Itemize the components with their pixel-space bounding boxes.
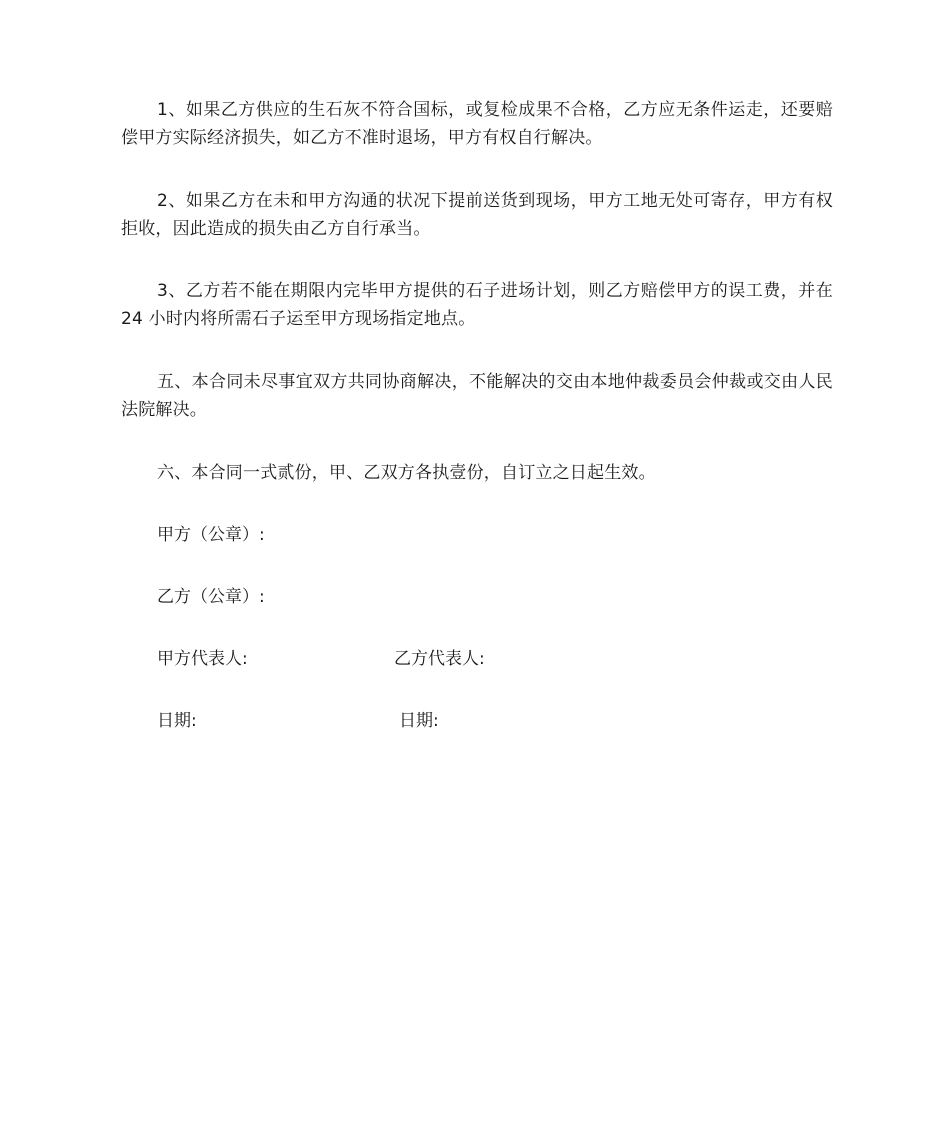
- party-b-date-label: 日期:: [399, 711, 439, 731]
- clause-1-paragraph: 1、如果乙方供应的生石灰不符合国标，或复检成果不合格，乙方应无条件运走，还要赔偿甲方实际经济损失，如乙方不准时退场，甲方有权自行解决。: [121, 100, 833, 148]
- clause-3-paragraph: 3、乙方若不能在期限内完毕甲方提供的石子进场计划，则乙方赔偿甲方的误工费，并在 24 小时内将所需石子运至甲方现场指定地点。: [121, 281, 833, 329]
- party-a-representative-label: 甲方代表人:: [157, 649, 248, 669]
- party-a-date-label: 日期:: [157, 711, 197, 731]
- party-b-seal-label: 乙方（公章）:: [157, 587, 265, 607]
- article-5-paragraph: 五、本合同未尽事宜双方共同协商解决，不能解决的交由本地仲裁委员会仲裁或交由人民法院解决。: [121, 372, 833, 420]
- clause-2-paragraph: 2、如果乙方在未和甲方沟通的状况下提前送货到现场，甲方工地无处可寄存，甲方有权拒收，因此造成的损失由乙方自行承当。: [121, 191, 833, 239]
- article-6-paragraph: 六、本合同一式贰份，甲、乙双方各执壹份，自订立之日起生效。: [157, 463, 656, 483]
- party-a-seal-label: 甲方（公章）:: [157, 525, 265, 545]
- party-b-representative-label: 乙方代表人:: [394, 649, 485, 669]
